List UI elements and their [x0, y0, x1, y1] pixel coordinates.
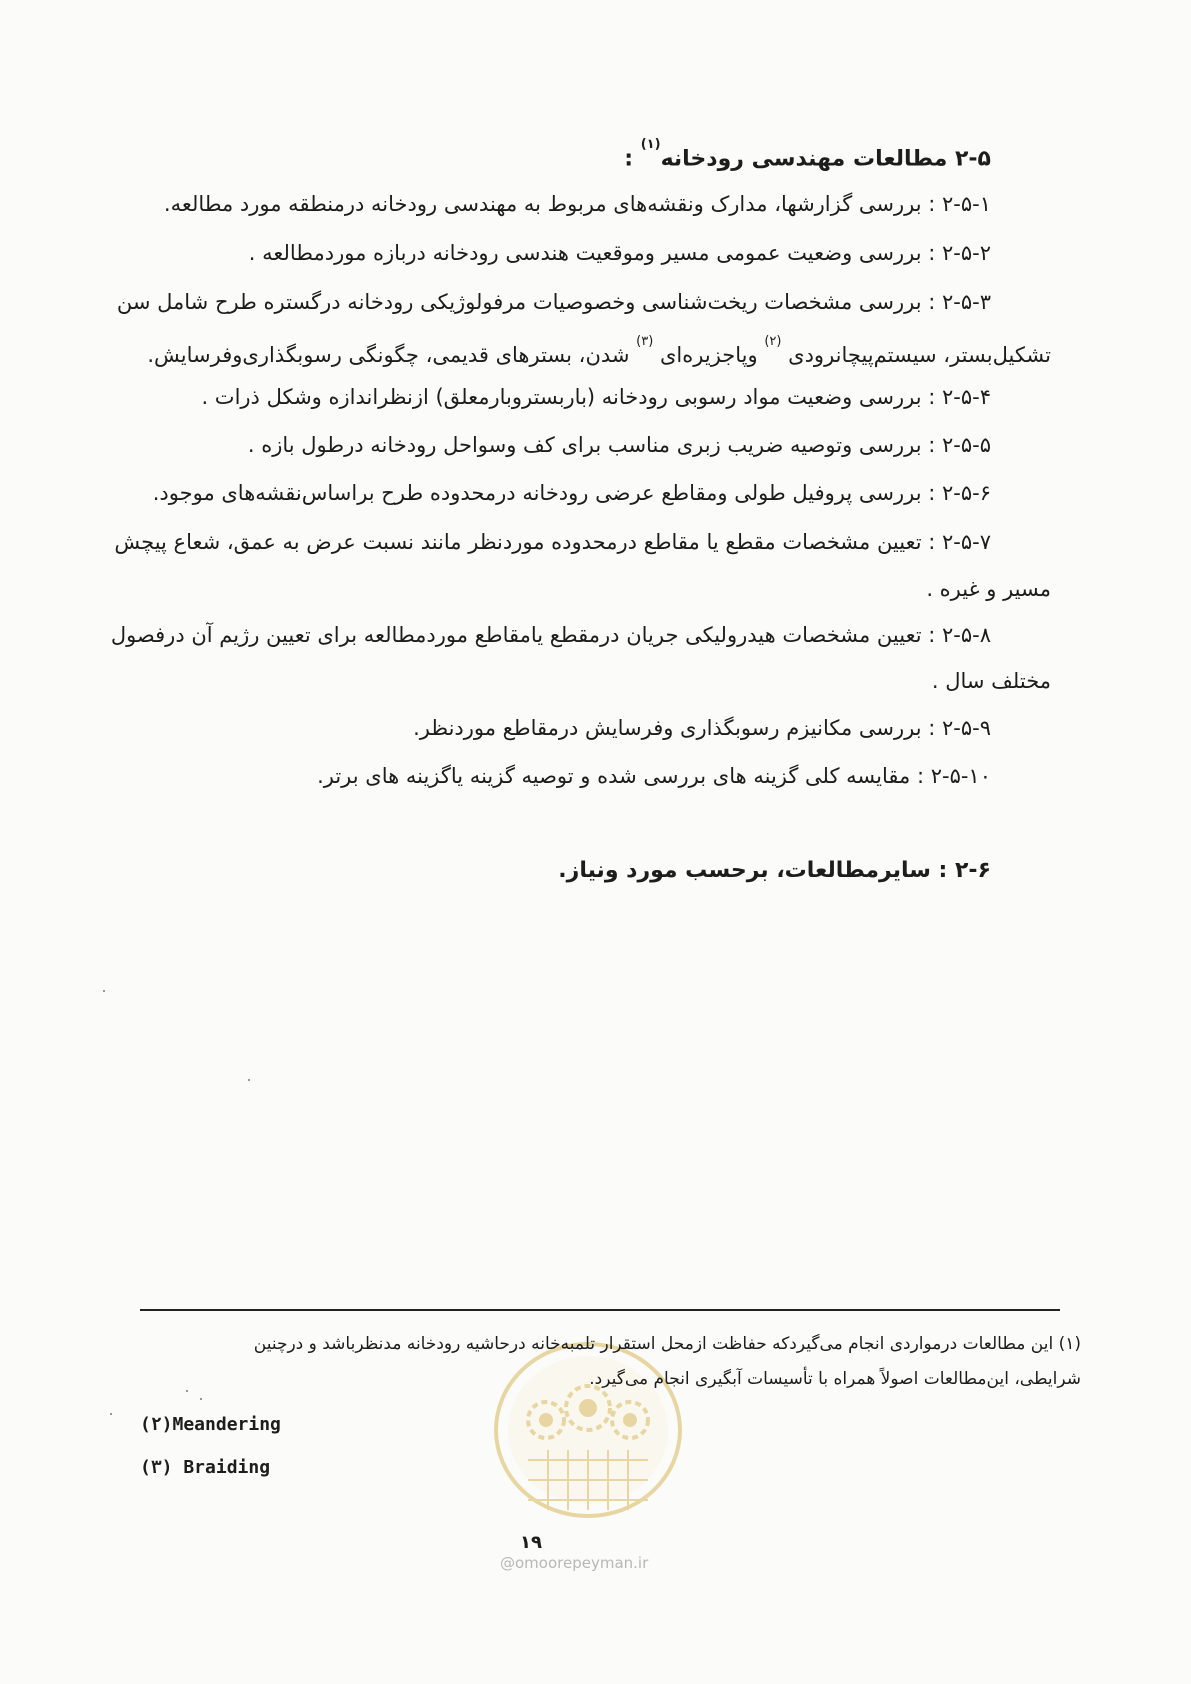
item-number: ۲-۵-۱۰ — [930, 764, 991, 788]
item-number: ۲-۵-۴ — [942, 385, 991, 409]
item-number: ۲-۵-۶ — [942, 481, 991, 505]
item-text: : بررسی گزارشها، مدارک ونقشه‌های مربوط به مهندسی رودخانه درمنطقه مورد مطالعه. — [163, 192, 942, 216]
section-number: ۲-۵ — [955, 146, 991, 172]
item-number: ۲-۵-۲ — [942, 241, 991, 265]
watermark-text: @omoorepeyman.ir — [500, 1554, 649, 1572]
item-text: : بررسی پروفیل طولی ومقاطع عرضی رودخانه درمحدوده طرح براساس‌نقشه‌های موجود. — [152, 481, 942, 505]
item-text: وپاجزیره‌ای — [653, 343, 765, 367]
item-number: ۲-۵-۳ — [942, 290, 991, 314]
footnote-separator — [140, 1309, 1060, 1311]
item-text: : بررسی وضعیت عمومی مسیر وموقعیت هندسی رودخانه دربازه موردمطالعه . — [248, 241, 942, 265]
item-text: : بررسی وضعیت مواد رسوبی رودخانه (باربستروبارمعلق) ازنظراندازه وشکل ذرات . — [201, 385, 942, 409]
footnote-2: (۲)Meandering — [140, 1414, 281, 1435]
scan-speck — [110, 1413, 112, 1415]
footnote-ref-2: (۲) — [764, 334, 782, 349]
footnote-1-line-2: شرایطی، این‌مطالعات اصولاً همراه با تأسیسات آبگیری انجام می‌گیرد. — [589, 1369, 1081, 1389]
item-text: : بررسی وتوصیه ضریب زبری مناسب برای کف وسواحل رودخانه درطول بازه . — [247, 433, 942, 457]
footnote-3: (۳) Braiding — [140, 1457, 271, 1478]
item-text: : بررسی مشخصات ریخت‌شناسی وخصوصیات مرفولوژیکی رودخانه درگستره طرح شامل سن — [116, 290, 942, 314]
item-text: : بررسی مکانیزم رسوبگذاری وفرسایش درمقاطع موردنظر. — [413, 716, 942, 740]
section-title: مطالعات مهندسی رودخانه — [660, 146, 948, 172]
section-heading — [624, 137, 991, 173]
list-item-2-5-4 — [201, 383, 991, 411]
item-text: مسیر و غیره . — [926, 577, 1051, 601]
scan-speck — [248, 1079, 250, 1081]
item-text: مختلف سال . — [931, 669, 1051, 693]
item-text: : تعیین مشخصات هیدرولیکی جریان درمقطع یامقاطع موردمطالعه برای تعیین رژیم آن درفصول — [110, 623, 942, 647]
list-item-2-5-9 — [413, 714, 991, 742]
scan-speck — [200, 1398, 202, 1400]
item-number: ۲-۵-۵ — [942, 433, 991, 457]
list-item-2-5-1 — [164, 190, 991, 218]
list-item-2-5-5 — [248, 431, 991, 459]
list-item-2-5-7-continuation — [926, 575, 1051, 603]
list-item-2-5-3 — [117, 288, 991, 316]
section-heading-suffix: : — [624, 146, 641, 172]
item-text: تشکیل‌بستر، سیستم‌پیچانرودی — [781, 343, 1051, 367]
item-number: ۲-۵-۱ — [942, 192, 991, 216]
list-item-2-5-10 — [317, 762, 991, 790]
list-item-2-5-8-continuation — [932, 667, 1051, 695]
section-number: ۲-۶ — [955, 858, 991, 883]
scan-speck — [186, 1390, 188, 1392]
list-item-2-5-8 — [111, 621, 991, 649]
footnote-1-line-1: (۱) این مطالعات درمواردی انجام می‌گیردکه حفاظت ازمحل استقرار تلمبه‌خانه درحاشیه رودخانه مدنظرباشد و درچنین — [253, 1334, 1081, 1354]
item-text: : مقایسه کلی گزینه های بررسی شده و توصیه گزینه یاگزینه های برتر. — [317, 764, 931, 788]
item-number: ۲-۵-۷ — [942, 530, 991, 554]
page-number: ۱۹ — [520, 1532, 542, 1553]
section-title: : سایرمطالعات، برحسب مورد ونیاز. — [558, 858, 955, 883]
list-item-2-5-2 — [249, 239, 991, 267]
item-text: : تعیین مشخصات مقطع یا مقاطع درمحدوده موردنظر مانند نسبت عرض به عمق، شعاع پیچش — [114, 530, 942, 554]
footnote-ref-3: (۳) — [636, 334, 654, 349]
footnote-ref-1: (۱) — [640, 137, 661, 152]
item-number: ۲-۵-۹ — [942, 716, 991, 740]
list-item-2-5-7 — [114, 528, 991, 556]
list-item-2-5-6 — [153, 479, 991, 507]
item-text: شدن، بسترهای قدیمی، چگونگی رسوبگذاری‌وفرسایش. — [147, 343, 637, 367]
list-item-2-5-3-continuation — [147, 334, 1051, 369]
scan-speck — [103, 990, 105, 992]
item-number: ۲-۵-۸ — [942, 623, 991, 647]
section-heading-2-6 — [558, 857, 991, 885]
